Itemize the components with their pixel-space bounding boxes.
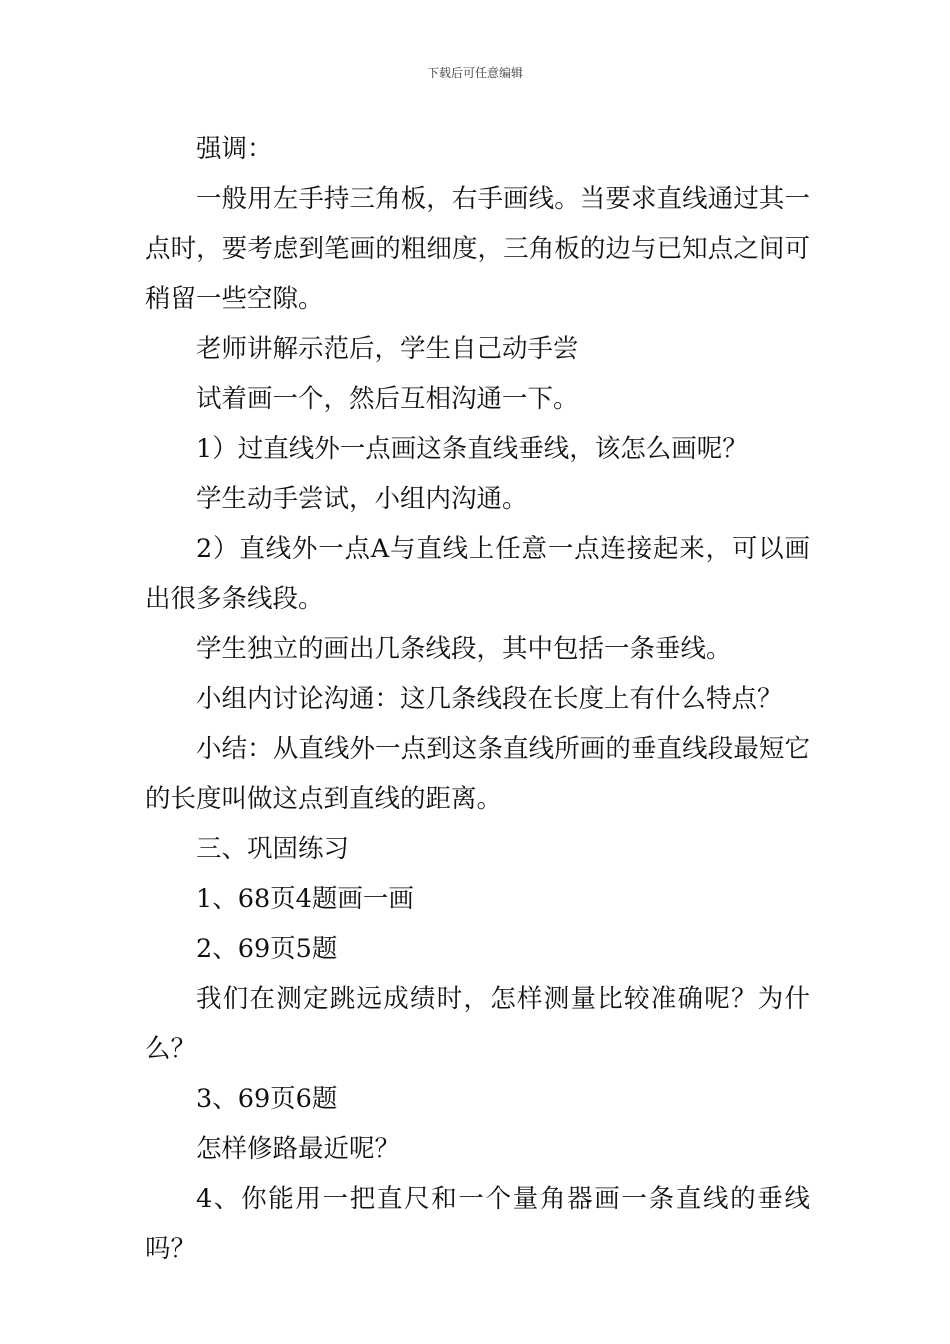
paragraph-try-drawing: 试着画一个，然后互相沟通一下。 [196, 384, 579, 414]
paragraph-student-try: 学生动手尝试，小组内沟通。 [196, 484, 528, 514]
paragraph-student-draw: 学生独立的画出几条线段，其中包括一条垂线。 [196, 634, 732, 664]
paragraph-question-2: 2）直线外一点A与直线上任意一点连接起来，可以画出很多条线段。 [145, 534, 810, 614]
exercise-2-question: 我们在测定跳远成绩时，怎样测量比较准确呢？为什么？ [145, 984, 810, 1064]
document-body [145, 124, 810, 1274]
section-heading-practice: 三、巩固练习 [196, 834, 350, 864]
exercise-3: 3、69页6题 [196, 1084, 338, 1114]
exercise-4: 4、你能用一把直尺和一个量角器画一条直线的垂线吗？ [145, 1184, 810, 1264]
exercise-3-question: 怎样修路最近呢？ [196, 1134, 401, 1164]
paragraph-summary: 小结：从直线外一点到这条直线所画的垂直线段最短它的长度叫做这点到直线的距离。 [145, 734, 810, 814]
paragraph-teacher-demo: 老师讲解示范后，学生自己动手尝 [196, 334, 579, 364]
exercise-2: 2、69页5题 [196, 934, 338, 964]
paragraph-emphasis-heading: 强调： [196, 134, 273, 164]
page-header: 下载后可任意编辑 [426, 66, 523, 80]
paragraph-question-1: 1）过直线外一点画这条直线垂线，该怎么画呢？ [196, 434, 748, 464]
exercise-1: 1、68页4题画一画 [196, 884, 414, 914]
paragraph-group-discussion: 小组内讨论沟通：这几条线段在长度上有什么特点？ [196, 684, 783, 714]
paragraph-drawing-tip: 一般用左手持三角板，右手画线。当要求直线通过其一点时，要考虑到笔画的粗细度，三角板的边与已知点之间可稍留一些空隙。 [145, 184, 810, 314]
